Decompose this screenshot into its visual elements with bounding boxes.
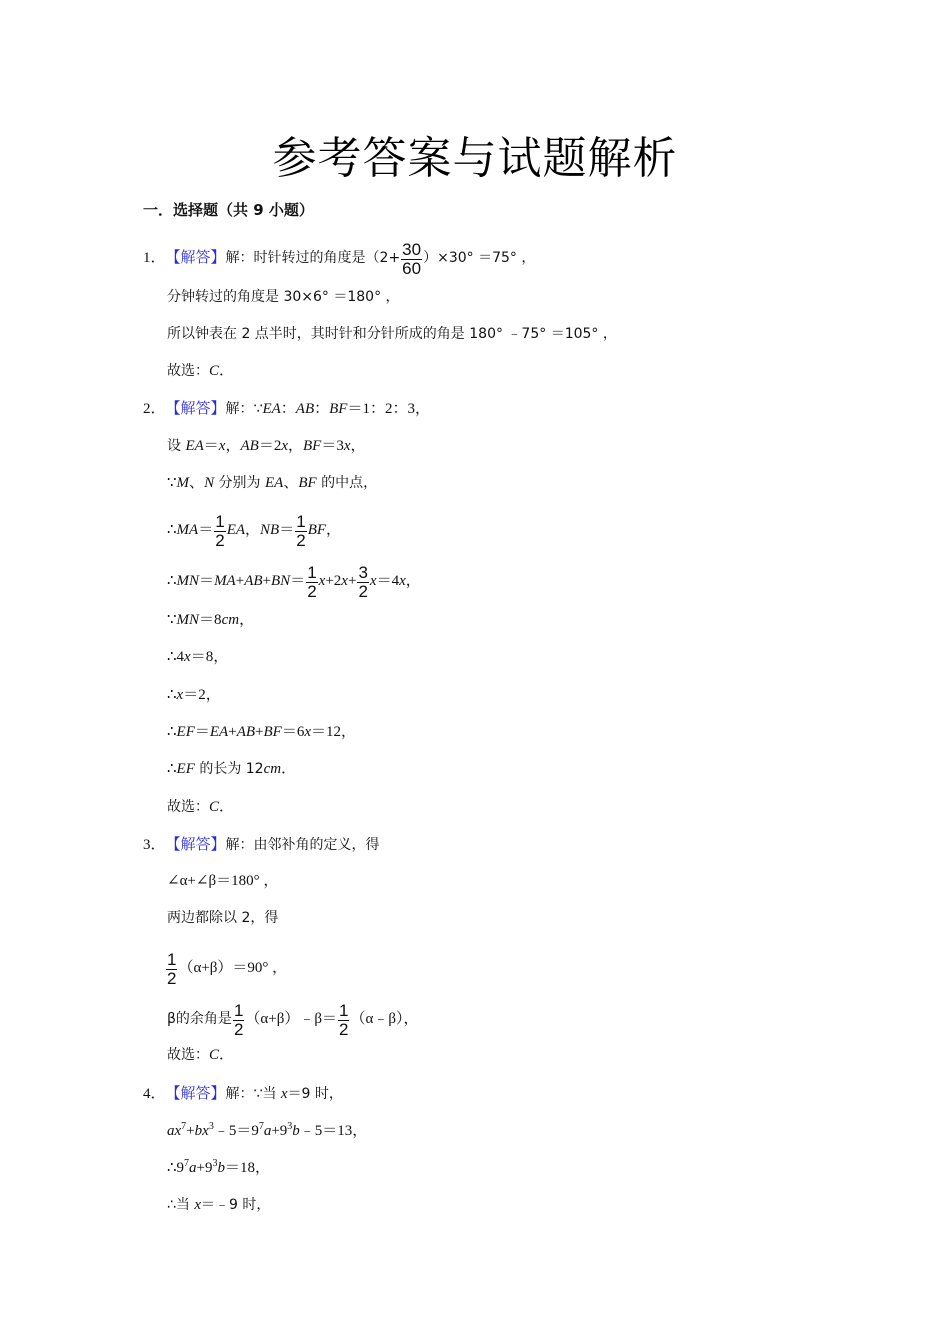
problem-1-line-2: 分钟转过的角度是 30×6° ＝180° ， bbox=[167, 289, 400, 305]
answer-tag: 【解答】 bbox=[165, 399, 226, 417]
problem-2-line-10: ∴EF 的长为 12cm． bbox=[167, 761, 297, 777]
problem-3-line-2: ∠α+∠β＝180° ， bbox=[167, 873, 279, 889]
fraction: $\frac{1}{2}$ bbox=[233, 1001, 244, 1039]
problem-number: 2． bbox=[143, 401, 166, 417]
answer-tag: 【解答】 bbox=[165, 247, 226, 266]
problem-1-line-3: 所以钟表在 2 点半时，其时针和分针所成的角是 180° ﹣75° ＝105° ， bbox=[167, 326, 617, 342]
problem-2-line-1: 2．【解答】解：∵EA：AB：BF＝1：2：3， bbox=[143, 399, 430, 417]
problem-2-line-5: ∴MN＝MA+AB+BN＝ $\frac{1}{2}$ x+2x+ $\frac{3}{2}$ x＝4x， bbox=[167, 563, 421, 601]
problem-3-line-4: $\frac{1}{2}$ （α+β）＝90° ， bbox=[167, 950, 288, 988]
problem-2-line-4: ∴MA＝ $\frac{1}{2}$ EA，NB＝ $\frac{1}{2}$ BF， bbox=[167, 512, 342, 550]
problem-number: 4． bbox=[143, 1086, 166, 1102]
problem-number: 1． bbox=[143, 249, 166, 266]
fraction: $\frac{1}{2}$ bbox=[215, 512, 225, 550]
problem-3-line-6: 故选：C． bbox=[167, 1047, 235, 1063]
problem-2-line-8: ∴x＝2， bbox=[167, 687, 221, 703]
problem-4-line-4: ∴当 x＝﹣9 时， bbox=[167, 1197, 271, 1213]
problem-number: 3． bbox=[143, 837, 166, 853]
section-heading: 一．选择题（共 9 小题） bbox=[143, 201, 314, 219]
fraction: $\frac{1}{2}$ bbox=[296, 512, 306, 550]
fraction: $\frac{3}{2}$ bbox=[358, 563, 368, 601]
problem-1-line-1: 1．【解答】解：时针转过的角度是（2+ $\frac{30}{60}$ ）×30° ＝75° ， bbox=[143, 240, 536, 278]
problem-2-line-9: ∴EF＝EA+AB+BF＝6x＝12， bbox=[167, 724, 357, 740]
answer-tag: 【解答】 bbox=[165, 835, 226, 853]
problem-3-line-1: 3．【解答】解：由邻补角的定义，得 bbox=[143, 835, 380, 853]
answer-tag: 【解答】 bbox=[165, 1084, 226, 1102]
fraction: $\frac{1}{2}$ bbox=[307, 563, 317, 601]
problem-1-line-4: 故选：C． bbox=[167, 363, 235, 379]
problem-2-line-11: 故选：C． bbox=[167, 799, 235, 815]
fraction: $\frac{1}{2}$ bbox=[167, 950, 177, 988]
page-title: 参考答案与试题解析 bbox=[272, 133, 678, 184]
problem-2-line-3: ∵M、N 分别为 EA、BF 的中点， bbox=[167, 475, 378, 491]
problem-3-line-3: 两边都除以 2，得 bbox=[167, 910, 279, 926]
problem-2-line-2: 设 EA＝x，AB＝2x，BF＝3x， bbox=[167, 438, 366, 454]
problem-4-line-3: $\therefore 9^7a+9^3b=18$， bbox=[167, 1158, 271, 1176]
fraction: $\frac{30}{60}$ bbox=[402, 240, 422, 278]
problem-2-line-6: ∵MN＝8cm， bbox=[167, 612, 255, 628]
problem-4-line-1: 4．【解答】解：∵当 x＝9 时， bbox=[143, 1084, 343, 1102]
problem-2-line-7: ∴4x＝8， bbox=[167, 649, 229, 665]
problem-4-line-2: $ax^7+bx^3﹣5=9^7a+9^3b﹣5=13$， bbox=[167, 1121, 368, 1139]
problem-3-line-5: β的余角是 $\frac{1}{2}$ （α+β）﹣β＝ $\frac{1}{2}$ （α﹣β）， bbox=[167, 1001, 419, 1039]
fraction: $\frac{1}{2}$ bbox=[339, 1001, 349, 1039]
